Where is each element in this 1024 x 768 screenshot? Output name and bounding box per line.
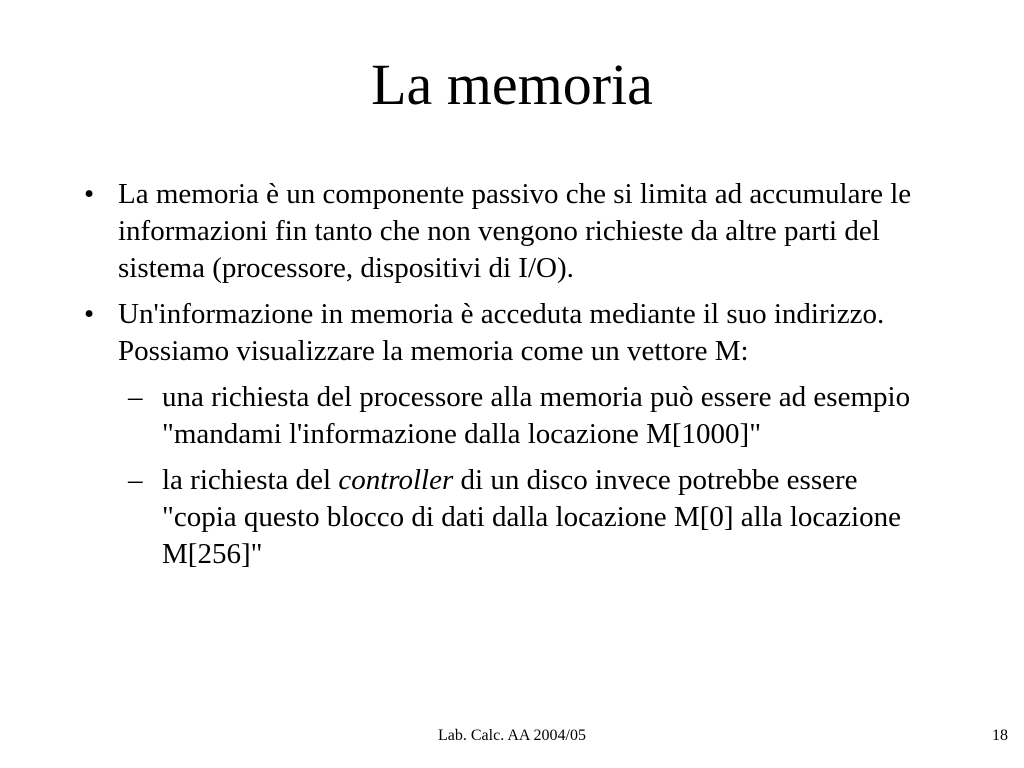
sub-bullet-text — [162, 464, 901, 570]
bullet-item — [0, 176, 918, 287]
slide-title: La memoria — [371, 52, 653, 117]
sub-bullet-text: una richiesta del processore alla memoria può essere ad esempio "mandami l'informazione dalla locazione M[1000]" — [162, 381, 911, 450]
bullet-text: La memoria è un componente passivo che si limita ad accumulare le informazioni fin tanto che non vengono richieste da altre parti del sistema (processore, dispositivi di I/O). — [118, 178, 912, 284]
sub-bullet-text-after: di un disco invece potrebbe essere "copia questo blocco di dati dalla locazione M[0] alla locazione M[256]" — [162, 464, 901, 570]
bullet-marker: • — [84, 298, 95, 330]
footer-course: Lab. Calc. AA 2004/05 — [438, 727, 586, 744]
sub-bullet-text-before: la richiesta del — [162, 464, 339, 496]
slide-content — [0, 176, 1024, 582]
sub-bullet-text-italic: controller — [338, 464, 454, 496]
bullet-text: Un'informazione in memoria è acceduta mediante il suo indirizzo. Possiamo visualizzare la memoria come un vettore M: — [118, 298, 885, 367]
sub-bullet-marker: – — [128, 381, 143, 413]
bullet-item — [0, 296, 918, 370]
sub-bullet-marker: – — [128, 464, 143, 496]
footer-page-number: 18 — [992, 727, 1008, 744]
sub-bullet-item — [0, 462, 932, 573]
bullet-marker: • — [84, 178, 95, 210]
sub-bullet-item — [0, 379, 932, 453]
